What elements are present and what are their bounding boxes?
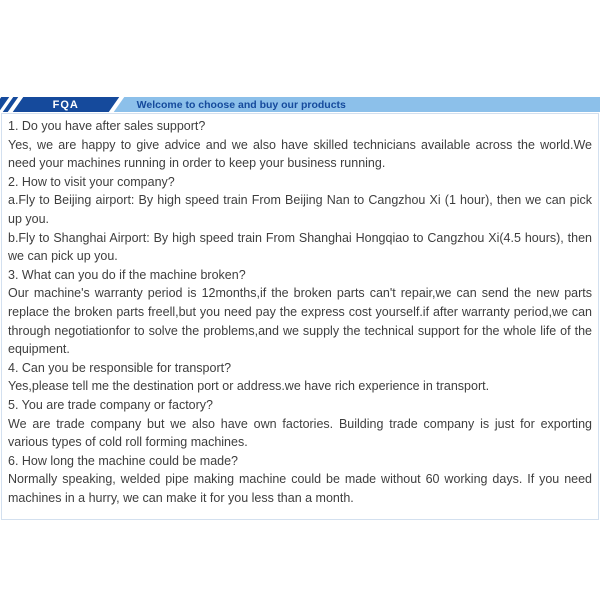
faq-item	[8, 396, 592, 452]
faq-tag-label: FQA	[52, 98, 80, 111]
faq-list	[8, 117, 592, 507]
faq-tag	[13, 97, 120, 112]
faq-item	[8, 173, 592, 266]
faq-item	[8, 117, 592, 173]
faq-item	[8, 452, 592, 508]
welcome-banner-text: Welcome to choose and buy our products	[137, 98, 347, 111]
faq-question: 4. Can you be responsible for transport?	[8, 360, 232, 375]
faq-answers	[8, 191, 592, 265]
faq-answer: Yes, we are happy to give advice and we also have skilled technicians available across the world.We need your machines running in order to keep your business running.	[8, 137, 592, 171]
faq-header-bar	[0, 97, 600, 112]
faq-answer: Normally speaking, welded pipe making machine could be made without 60 working days. If you need machines in a hurry, we can make it for you less than a month.	[8, 472, 592, 505]
welcome-banner	[114, 97, 600, 112]
faq-question: 5. You are trade company or factory?	[8, 397, 213, 412]
faq-answer: Our machine's warranty period is 12months,if the broken parts can't repair,we can send the new parts replace the broken parts freell,but you need pay the express cost yourself.if after warranty period,we can through negotiationfor to solve the problems,and we supply the technical support for the whole life of the equipment.	[8, 286, 592, 357]
faq-answer: Yes,please tell me the destination port or address.we have rich experience in transport.	[8, 379, 490, 394]
faq-question: 1. Do you have after sales support?	[8, 119, 206, 133]
faq-question: 6. How long the machine could be made?	[8, 453, 239, 468]
faq-answers	[8, 377, 592, 396]
faq-answer: b.Fly to Shanghai Airport: By high speed train From Shanghai Hongqiao to Cangzhou Xi(4.5 hours), then we can pick up you.	[8, 230, 592, 264]
faq-question: 2. How to visit your company?	[8, 174, 175, 189]
faq-item	[8, 266, 592, 359]
faq-answer: a.Fly to Beijing airport: By high speed train From Beijing Nan to Cangzhou Xi (1 hour), then we can pick up you.	[8, 193, 592, 226]
faq-content-box	[1, 113, 599, 520]
faq-answers	[8, 415, 592, 452]
faq-answers	[8, 136, 592, 173]
faq-item	[8, 359, 592, 396]
faq-answers	[8, 284, 592, 358]
faq-answer: We are trade company but we also have own factories. Building trade company is just for exporting various types of cold roll forming machines.	[8, 416, 592, 450]
faq-answers	[8, 470, 592, 507]
faq-question: 3. What can you do if the machine broken?	[8, 267, 246, 282]
